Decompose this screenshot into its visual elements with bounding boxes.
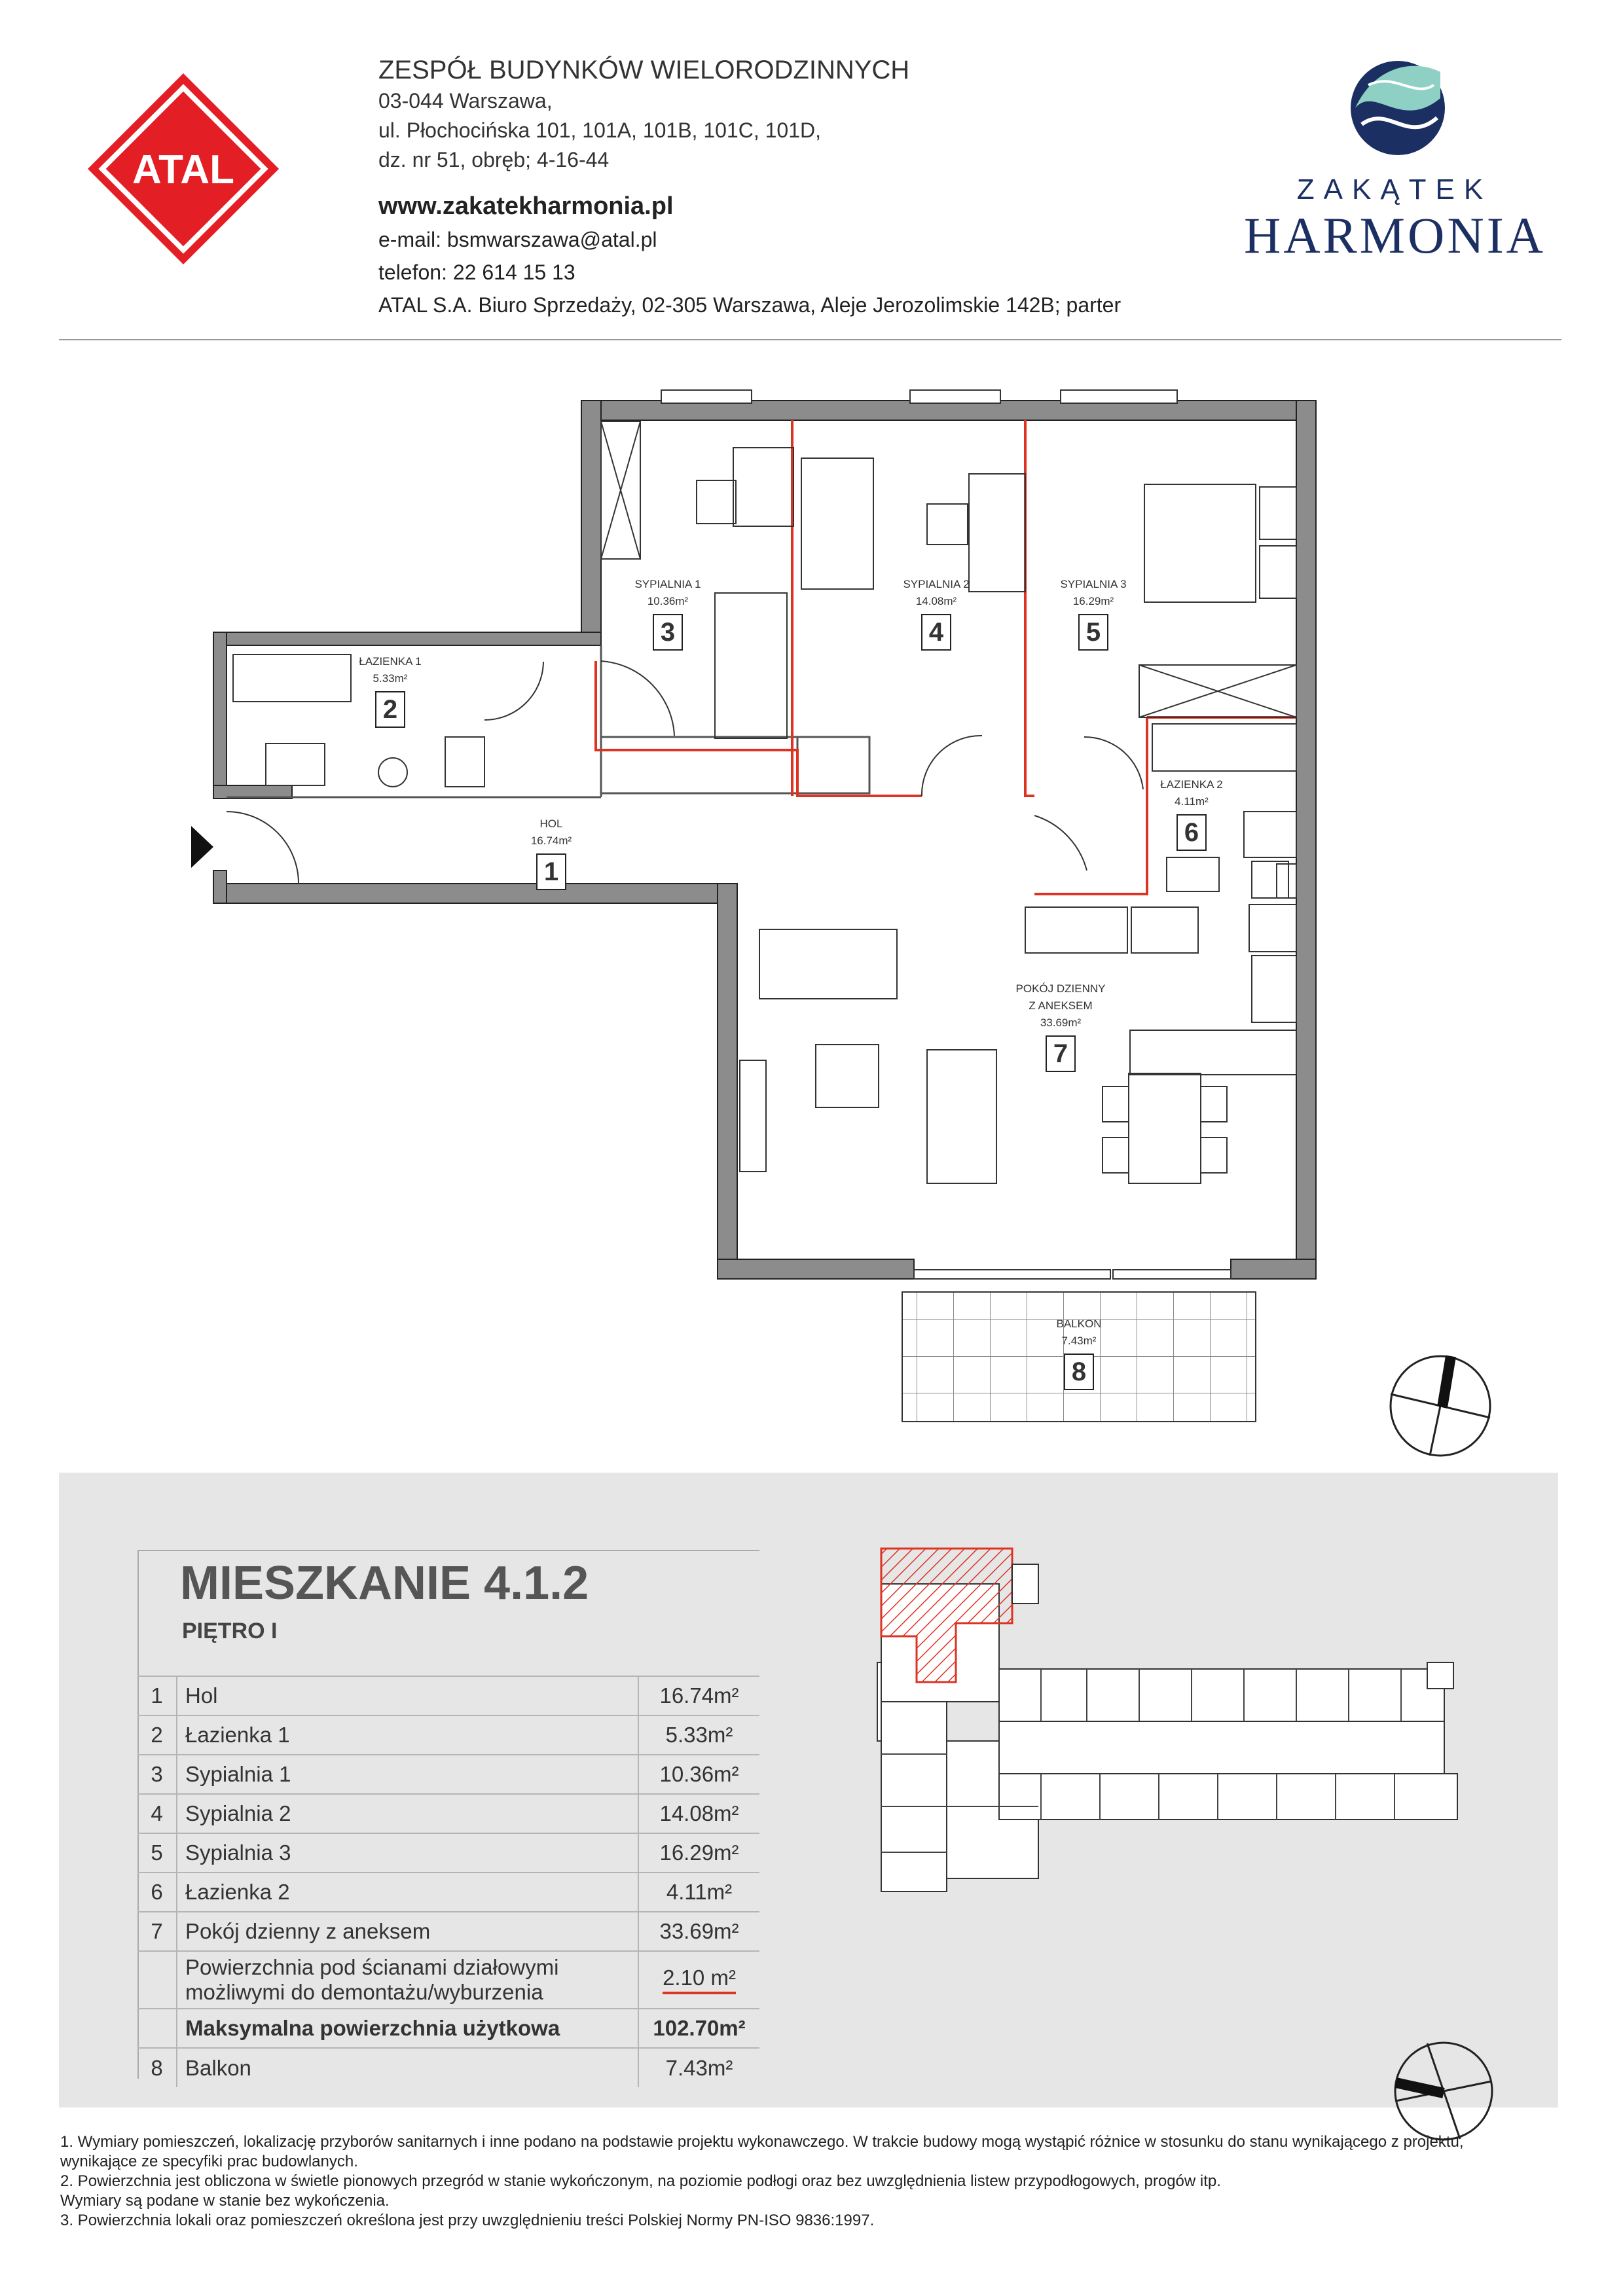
room-name-line-2: Z ANEKSEM <box>1029 999 1093 1012</box>
email-link[interactable]: e-mail: bsmwarszawa@atal.pl <box>378 228 657 251</box>
room-number: 4 <box>921 614 951 651</box>
room-number: 3 <box>653 614 683 651</box>
walls-area: 2.10 m² <box>663 1965 736 1994</box>
table-row-balcony <box>137 2048 759 2087</box>
footnote-1: 1. Wymiary pomieszczeń, lokalizację przyborów sanitarnych i inne podano na podstawie projektu wykonawczego. W trakcie budowy mogą wystąpić różnice w stosunku do stanu wynikającego z projektu, <box>60 2133 1464 2151</box>
room-name: Sypialnia 2 <box>177 1794 638 1833</box>
brand-main-text: HARMONIA <box>1244 207 1546 264</box>
table-row <box>137 1833 759 1873</box>
room-area: 10.36m² <box>638 1755 759 1794</box>
apartment-title: MIESZKANIE 4.1.2 <box>180 1557 589 1609</box>
room-name: Hol <box>177 1676 638 1715</box>
room-name: Sypialnia 1 <box>177 1755 638 1794</box>
room-label-bathroom-1 <box>325 653 456 728</box>
room-area: 7.43m² <box>638 2048 759 2087</box>
room-label-living-room <box>995 980 1126 1072</box>
total-label: Maksymalna powierzchnia użytkowa <box>177 2009 638 2048</box>
compass-icon <box>1388 2036 1499 2147</box>
entrance-arrow-icon <box>191 826 213 868</box>
floor-label: PIĘTRO I <box>182 1619 278 1643</box>
row-number: 5 <box>137 1833 177 1873</box>
room-number: 1 <box>536 853 566 890</box>
phone-number: telefon: 22 614 15 13 <box>378 260 575 284</box>
room-name: Sypialnia 3 <box>177 1833 638 1873</box>
room-area: 16.29m² <box>638 1833 759 1873</box>
building-key-plan <box>864 1545 1467 1898</box>
room-name: ŁAZIENKA 2 <box>1160 778 1223 791</box>
footnote-1-cont: wynikające ze specyfiki prac budowlanych. <box>60 2153 358 2170</box>
row-number: 1 <box>137 1676 177 1715</box>
room-name: SYPIALNIA 3 <box>1060 578 1127 590</box>
walls-area-cell <box>638 1951 759 2009</box>
room-name: Pokój dzienny z aneksem <box>177 1912 638 1951</box>
svg-text:ATAL: ATAL <box>132 147 235 192</box>
website-link[interactable]: www.zakatekharmonia.pl <box>378 192 674 220</box>
room-name: BALKON <box>1056 1318 1102 1330</box>
room-number: 8 <box>1064 1354 1094 1390</box>
table-row <box>137 1794 759 1833</box>
row-number: 4 <box>137 1794 177 1833</box>
room-area: 33.69m² <box>1040 1016 1082 1029</box>
room-name: SYPIALNIA 1 <box>634 578 701 590</box>
table-row-walls <box>137 1951 759 2009</box>
room-area: 7.43m² <box>1061 1335 1097 1347</box>
row-number: 8 <box>137 2048 177 2087</box>
room-area: 16.74m² <box>530 834 572 847</box>
table-row <box>137 1755 759 1794</box>
footnote-3: 3. Powierzchnia lokali oraz pomieszczeń określona jest przy uwzględnieniu treści Polskiej Normy PN-ISO 9836:1997. <box>60 2212 875 2229</box>
footnotes <box>60 2132 1566 2231</box>
room-name: Łazienka 2 <box>177 1873 638 1912</box>
room-area: 14.08m² <box>915 595 957 607</box>
room-name: Balkon <box>177 2048 638 2087</box>
room-area: 5.33m² <box>373 672 408 685</box>
room-area: 4.11m² <box>1175 795 1209 808</box>
room-number: 7 <box>1046 1035 1076 1072</box>
room-area-table <box>137 1676 759 2087</box>
room-name: Łazienka 1 <box>177 1715 638 1755</box>
compass-icon <box>1391 1356 1490 1456</box>
room-number: 6 <box>1176 814 1207 851</box>
room-area: 4.11m² <box>638 1873 759 1912</box>
header-title: ZESPÓŁ BUDYNKÓW WIELORODZINNYCH <box>378 56 910 84</box>
room-label-balcony <box>1013 1316 1144 1390</box>
room-area: 16.29m² <box>1072 595 1114 607</box>
room-label-bedroom-2 <box>871 576 1002 651</box>
footnote-2: 2. Powierzchnia jest obliczona w świetle pionowych przegród w stanie wykończonym, na poziomie podłogi oraz bez uwzględnienia listew przypodłogowych, progów itp. <box>60 2172 1221 2190</box>
header-street: ul. Płochocińska 101, 101A, 101B, 101C, 101D, <box>378 118 821 142</box>
table-row-total <box>137 2009 759 2048</box>
total-area: 102.70m² <box>638 2009 759 2048</box>
table-row <box>137 1715 759 1755</box>
room-number: 2 <box>375 691 405 728</box>
row-number <box>137 1951 177 2009</box>
room-name: ŁAZIENKA 1 <box>359 655 422 668</box>
header-parcel: dz. nr 51, obręb; 4-16-44 <box>378 148 610 171</box>
row-number: 6 <box>137 1873 177 1912</box>
room-area: 33.69m² <box>638 1912 759 1951</box>
room-label-bedroom-1 <box>602 576 733 651</box>
walls-label-line-2: możliwymi do demontażu/wyburzenia <box>185 1980 543 2004</box>
table-row <box>137 1873 759 1912</box>
walls-label <box>177 1951 638 2009</box>
brand-top-text: ZAKĄTEK <box>1296 173 1493 206</box>
row-number: 2 <box>137 1715 177 1755</box>
room-name: SYPIALNIA 2 <box>903 578 970 590</box>
room-area: 5.33m² <box>638 1715 759 1755</box>
row-number <box>137 2009 177 2048</box>
room-label-bedroom-3 <box>1028 576 1159 651</box>
room-label-hall <box>486 816 617 890</box>
row-number: 7 <box>137 1912 177 1951</box>
table-row <box>137 1676 759 1715</box>
row-number: 3 <box>137 1755 177 1794</box>
footnote-2-cont: Wymiary są podane w stanie bez wykończenia. <box>60 2192 390 2210</box>
header-postal: 03-044 Warszawa, <box>378 89 553 113</box>
room-area: 10.36m² <box>647 595 689 607</box>
room-name: HOL <box>539 817 563 830</box>
walls-label-line-1: Powierzchnia pod ścianami działowymi <box>185 1955 559 1979</box>
sales-office: ATAL S.A. Biuro Sprzedaży, 02-305 Warszawa, Aleje Jerozolimskie 142B; parter <box>378 293 1122 317</box>
room-area: 14.08m² <box>638 1794 759 1833</box>
room-area: 16.74m² <box>638 1676 759 1715</box>
table-row <box>137 1912 759 1951</box>
room-number: 5 <box>1078 614 1108 651</box>
room-label-bathroom-2 <box>1126 776 1257 851</box>
room-name: POKÓJ DZIENNY <box>1015 982 1106 995</box>
